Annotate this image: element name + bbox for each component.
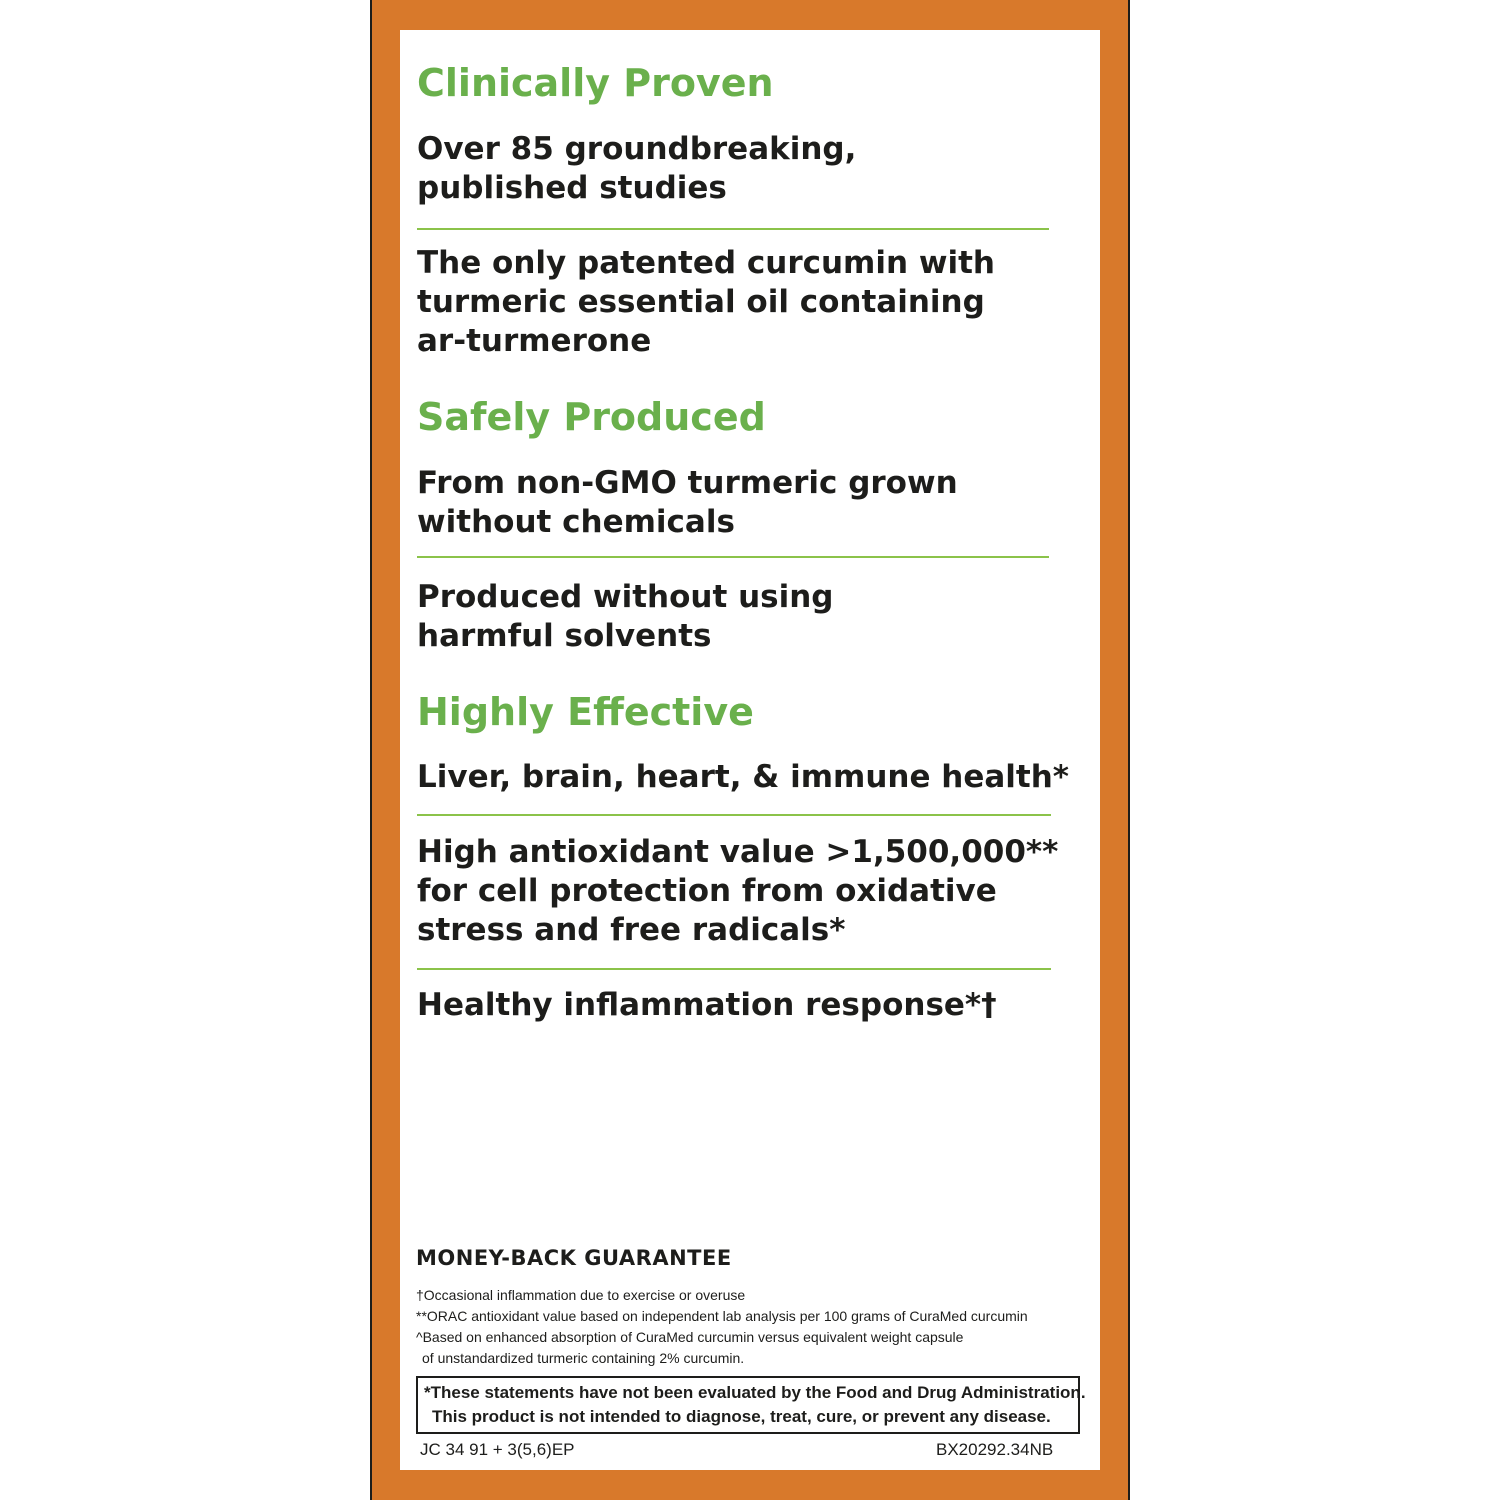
benefit-line: stress and free radicals* <box>417 912 846 948</box>
section-heading-highly-effective: Highly Effective <box>417 690 754 734</box>
benefit-line: without chemicals <box>417 504 735 540</box>
benefit-item <box>417 130 856 208</box>
product-code-left: JC 34 91 + 3(5,6)EP <box>420 1440 575 1459</box>
benefit-line: Produced without using <box>417 579 834 615</box>
benefit-line: harmful solvents <box>417 618 712 654</box>
section-heading-safely-produced: Safely Produced <box>417 395 766 439</box>
benefit-line: From non-GMO turmeric grown <box>417 465 958 501</box>
benefit-line: turmeric essential oil containing <box>417 284 985 320</box>
section-heading-clinically-proven: Clinically Proven <box>417 61 774 105</box>
footnote: ^Based on enhanced absorption of CuraMed curcumin versus equivalent weight capsule <box>416 1329 964 1345</box>
footnote: †Occasional inflammation due to exercise or overuse <box>416 1287 746 1303</box>
divider <box>417 556 1049 558</box>
fda-disclaimer-box <box>416 1376 1086 1434</box>
benefit-line: Liver, brain, heart, & immune health* <box>417 759 1070 795</box>
footnote: of unstandardized turmeric containing 2% curcumin. <box>422 1350 745 1366</box>
fda-disclaimer-line: *These statements have not been evaluated by the Food and Drug Administration. <box>424 1383 1086 1402</box>
benefit-item <box>417 244 995 361</box>
fda-disclaimer-line: This product is not intended to diagnose, treat, cure, or prevent any disease. <box>432 1407 1051 1426</box>
benefit-line: published studies <box>417 170 727 206</box>
benefit-line: for cell protection from oxidative <box>417 873 997 909</box>
benefit-line: High antioxidant value >1,500,000** <box>417 834 1059 870</box>
product-code-right: BX20292.34NB <box>936 1440 1054 1459</box>
divider <box>417 814 1051 816</box>
divider <box>417 228 1049 230</box>
benefit-item <box>417 833 1058 950</box>
benefit-line: Over 85 groundbreaking, <box>417 131 857 167</box>
benefit-line: Healthy inflammation response*† <box>417 987 997 1023</box>
footnote: **ORAC antioxidant value based on independent lab analysis per 100 grams of CuraMed curcumin <box>416 1308 1028 1324</box>
money-back-guarantee: MONEY-BACK GUARANTEE <box>416 1246 732 1270</box>
benefit-line: The only patented curcumin with <box>417 245 995 281</box>
benefit-item <box>417 758 1069 797</box>
divider <box>417 968 1051 970</box>
benefit-item <box>417 986 997 1025</box>
benefit-item <box>417 578 834 656</box>
benefit-item <box>417 464 958 542</box>
benefit-line: ar-turmerone <box>417 323 652 359</box>
